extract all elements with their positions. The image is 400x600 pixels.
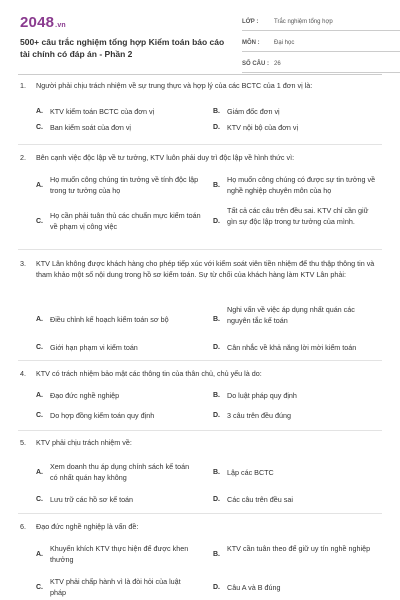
option-text: Tất cả các câu trên đều sai. KTV chỉ cần giữ gìn sự độc lập trong tư tưởng của mình. [227, 206, 369, 226]
option-text: Khuyến khích KTV thực hiện để được khen thưởng [50, 544, 189, 564]
question-text [18, 521, 378, 532]
option-text: Họ muốn công chúng tin tưởng về tính độc lập trong tư tưởng của họ [50, 175, 199, 195]
option-text: Xem doanh thu áp dụng chính sách kế toán có nhất quán hay không [50, 462, 190, 482]
logo-text: 2048 [20, 14, 55, 31]
question-separator [18, 144, 382, 145]
option-text: Lưu trữ các hồ sơ kế toán [50, 495, 134, 504]
option-letter: C. [36, 584, 43, 591]
question-text [18, 258, 378, 280]
option-letter: A. [36, 551, 43, 558]
option-c[interactable] [36, 576, 211, 600]
question-text [18, 437, 378, 448]
option-text: Do luật pháp quy định [227, 391, 297, 400]
question-text [18, 368, 378, 379]
question-6 [18, 521, 382, 600]
option-letter: A. [36, 108, 43, 115]
meta-value-mon: Đại học [274, 40, 295, 46]
question-number: 1. [20, 81, 26, 90]
question-separator [18, 360, 382, 361]
question-body: Bên cạnh việc độc lập về tư tưởng, KTV luôn phải duy trì độc lập về hình thức vì: [36, 153, 295, 162]
question-separator [18, 513, 382, 514]
option-letter: C. [36, 344, 43, 351]
question-separator [18, 430, 382, 431]
option-letter: B. [213, 316, 220, 323]
document-title: 500+ câu trắc nghiệm tổng hợp Kiểm toán báo cáo tài chính có đáp án - Phần 2 [20, 37, 225, 59]
meta-row-mon [242, 35, 400, 52]
question-body: Người phải chịu trách nhiệm về sự trung thực và hợp lý của các BCTC của 1 đơn vị là: [36, 81, 313, 90]
option-b[interactable] [213, 543, 381, 567]
option-letter: B. [213, 108, 220, 115]
option-letter: C. [36, 218, 43, 225]
option-text: Cân nhắc về khả năng lời mời kiểm toán [227, 343, 357, 352]
question-4 [18, 368, 382, 428]
option-text: 3 câu trên đều đúng [227, 411, 291, 420]
option-a[interactable] [36, 174, 211, 198]
question-3 [18, 258, 382, 358]
option-text: Nghi vấn về việc áp dụng nhất quán các nguyên tắc kế toán [227, 305, 355, 325]
option-text: Các câu trên đều sai [227, 495, 293, 504]
option-text: Họ cần phải tuân thủ các chuẩn mực kiểm toán về phạm vị công việc [50, 211, 201, 231]
option-letter: D. [213, 496, 220, 503]
option-letter: D. [213, 218, 220, 225]
option-d[interactable] [213, 205, 381, 241]
document-header [18, 12, 382, 68]
option-text: Điều chỉnh kế hoạch kiểm toán sơ bộ [50, 315, 169, 324]
question-2 [18, 152, 382, 242]
meta-label-socau: SỐ CÂU : [242, 61, 269, 67]
option-text: Giới hạn phạm vi kiểm toán [50, 343, 138, 352]
meta-label-lop: LỚP : [242, 19, 259, 25]
option-text: KTV cần tuân theo để giữ uy tín nghề nghiệp [227, 544, 371, 553]
option-b[interactable] [213, 174, 381, 198]
meta-value-lop: Trắc nghiệm tổng hợp [274, 19, 333, 25]
option-letter: C. [36, 412, 43, 419]
option-text: Lập các BCTC [227, 468, 274, 477]
meta-label-mon: MÔN : [242, 40, 260, 46]
option-letter: A. [36, 469, 43, 476]
question-separator [18, 249, 382, 250]
question-number: 5. [20, 438, 26, 447]
document-meta [242, 14, 400, 77]
option-text: Đạo đức nghề nghiệp [50, 391, 120, 400]
question-body: Đạo đức nghề nghiệp là vấn đề: [36, 522, 139, 531]
option-text: Ban kiểm soát của đơn vị [50, 123, 132, 132]
question-text [18, 152, 378, 163]
meta-row-socau [242, 56, 400, 73]
logo-tld: .vn [55, 22, 66, 29]
option-text: Câu A và B đúng [227, 583, 281, 592]
question-number: 6. [20, 522, 26, 531]
option-letter: C. [36, 124, 43, 131]
option-text: Họ muốn công chúng có được sự tin tưởng về nghề nghiệp chuyên môn của họ [227, 175, 376, 195]
option-c[interactable] [36, 210, 211, 234]
option-letter: A. [36, 316, 43, 323]
header-divider [18, 74, 382, 75]
option-letter: C. [36, 496, 43, 503]
option-letter: A. [36, 182, 43, 189]
option-letter: B. [213, 469, 220, 476]
option-text: Giám đốc đơn vị [227, 107, 280, 116]
question-text [18, 80, 378, 91]
question-number: 3. [20, 259, 26, 268]
option-letter: D. [213, 344, 220, 351]
option-letter: B. [213, 551, 220, 558]
question-number: 4. [20, 369, 26, 378]
option-a[interactable] [36, 461, 211, 485]
site-logo[interactable] [20, 14, 66, 31]
question-body: KTV phải chịu trách nhiệm về: [36, 438, 132, 447]
option-text: KTV phải chấp hành vì là đòi hỏi của luật pháp [50, 577, 181, 597]
option-text: KTV kiểm toán BCTC của đơn vị [50, 107, 155, 116]
option-a[interactable] [36, 543, 211, 567]
option-text: Do hợp đồng kiểm toán quy định [50, 411, 155, 420]
question-body: KTV Lân không được khách hàng cho phép tiếp xúc với kiểm soát viên tiền nhiệm để thu thập thông tin và tham khảo một số nội dung trong hồ sơ kiểm toán. Sự từ chối của khách hàng làm KTV Lân phải: [36, 259, 375, 279]
question-body: KTV có trách nhiệm bảo mật các thông tin của thân chủ, chủ yếu là do: [36, 369, 262, 378]
question-number: 2. [20, 153, 26, 162]
meta-row-lop [242, 14, 400, 31]
meta-value-socau: 26 [274, 61, 281, 67]
option-letter: B. [213, 182, 220, 189]
option-letter: D. [213, 412, 220, 419]
option-letter: D. [213, 584, 220, 591]
option-letter: B. [213, 392, 220, 399]
question-5 [18, 437, 382, 509]
question-1 [18, 80, 382, 140]
option-letter: A. [36, 392, 43, 399]
option-letter: D. [213, 124, 220, 131]
option-text: KTV nội bộ của đơn vị [227, 123, 299, 132]
option-b[interactable] [213, 304, 381, 328]
